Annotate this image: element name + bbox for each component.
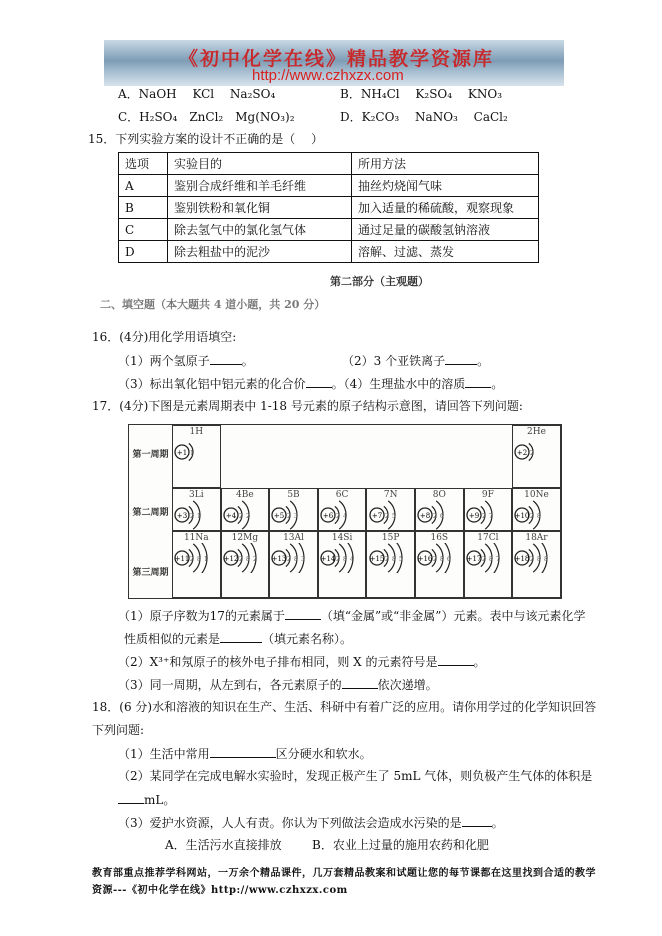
electron-count: 6: [447, 556, 452, 563]
nuclear-charge: +8: [420, 512, 431, 520]
element-cell: [512, 531, 561, 598]
electron-count: 2: [481, 513, 486, 520]
element-label: 2He: [527, 427, 546, 437]
nuclear-charge: +4: [225, 512, 237, 520]
site-banner: [104, 40, 564, 86]
electron-count: 2: [433, 513, 438, 520]
element-cell: [464, 531, 513, 598]
q17-p1-text: （1）原子序数为17的元素属于: [118, 609, 285, 623]
atom-structure-diagram: [270, 543, 316, 573]
period: 。: [491, 377, 504, 391]
q17-stem: 17．(4分)下图是元素周期表中 1-18 号元素的原子结构示意图，请回答下列问题:: [92, 399, 523, 413]
q18-stem-line1: 18．(6 分)水和溶液的知识在生产、生活、科研中有着广泛的应用。请你用学过的化学知识回答: [92, 700, 597, 714]
electron-count: 2: [245, 513, 250, 520]
q18-part2: （2）某同学在完成电解水实验时，发现正极产生了 5mL 气体，则负极产生气体的体积是: [118, 769, 593, 783]
electron-count: 8: [440, 556, 445, 563]
element-cell: [221, 488, 270, 531]
q14-option-c: C．H₂SO₄ ZnCl₂ Mg(NO₃)₂: [118, 110, 295, 124]
period-label: 第二周期: [132, 508, 169, 518]
electron-count: 1: [197, 513, 202, 520]
table-row: [119, 241, 539, 263]
electron-count: 2: [481, 556, 486, 563]
atom-structure-diagram: [513, 543, 559, 573]
atom-structure-diagram: [173, 500, 219, 530]
q16-p1-text: （1）两个氢原子: [118, 354, 210, 368]
electron-count: 8: [343, 556, 347, 563]
electron-count: 2: [238, 513, 243, 520]
atom-structure-diagram: [222, 500, 268, 530]
electron-count: 2: [530, 513, 535, 520]
nuclear-charge: +6: [322, 512, 334, 520]
element-label: 14Si: [331, 533, 353, 543]
electron-count: 1: [204, 556, 209, 563]
header-cell: 所用方法: [352, 153, 539, 175]
footer-line2: 资源---《初中化学在线》http://www.czhxzx.com: [92, 885, 348, 896]
answer-blank[interactable]: [462, 814, 492, 827]
q18-p1-text: （1）生活中常用: [118, 747, 210, 761]
electron-count: 2: [530, 556, 535, 563]
atom-structure-diagram: [368, 500, 414, 530]
element-cell: [269, 488, 318, 531]
q14-option-b: B．NH₄Cl K₂SO₄ KNO₃: [340, 87, 503, 101]
electron-count: 3: [294, 513, 299, 520]
q16-part3-4: [118, 375, 503, 392]
period: 。: [473, 655, 486, 669]
element-cell: [172, 531, 221, 598]
q15-stem: 15．下列实验方案的设计不正确的是（ ）: [88, 132, 324, 146]
electron-count: 8: [537, 556, 542, 563]
cell: 通过足量的碳酸氢钠溶液: [352, 219, 539, 241]
period: 。: [241, 354, 254, 368]
period-label: 第一周期: [132, 450, 169, 460]
nuclear-charge: +13: [272, 555, 287, 563]
electron-count: 7: [488, 513, 493, 520]
electron-count: 2: [238, 556, 243, 563]
atom-structure-diagram: [173, 543, 219, 573]
electron-count: 6: [440, 513, 445, 520]
table-row: [119, 219, 539, 241]
q18-p2-unit: mL。: [144, 793, 176, 807]
electron-count: 2: [190, 556, 195, 563]
element-cell: [318, 488, 367, 531]
cell: 抽丝灼烧闻气味: [352, 175, 539, 197]
q18-option-a: A．生活污水直接排放: [165, 838, 282, 852]
atom-structure-diagram: [465, 500, 511, 530]
answer-blank[interactable]: [210, 745, 276, 758]
element-label: 16S: [430, 533, 449, 543]
element-cell: [415, 488, 464, 531]
element-label: 15P: [381, 533, 400, 543]
element-label: 4Be: [236, 490, 254, 500]
q17-p1-text2: （填“金属”或“非金属”）元素。表中与该元素化学: [320, 609, 586, 623]
atom-structure-diagram: [465, 543, 511, 573]
nuclear-charge: +18: [515, 555, 530, 563]
electron-count: 2: [530, 450, 535, 457]
cell: 加入适量的稀硫酸，观察现象: [352, 197, 539, 219]
nuclear-charge: +3: [177, 512, 188, 520]
element-label: 13Al: [283, 533, 304, 543]
electron-count: 2: [384, 556, 389, 563]
cell: 除去氢气中的氯化氢气体: [168, 219, 352, 241]
element-cell: [366, 488, 415, 531]
q16-p4-text: （4）生理盐水中的溶质: [343, 377, 466, 391]
electron-count: 4: [343, 513, 347, 520]
q16-stem: 16．(4分)用化学用语填空:: [92, 330, 237, 344]
electron-count: 2: [190, 513, 195, 520]
element-label: 18Ar: [525, 533, 548, 543]
element-label: 1H: [189, 427, 204, 437]
answer-blank[interactable]: [306, 375, 332, 388]
q17-p3-text2: 依次递增。: [377, 678, 438, 692]
element-cell: [512, 488, 561, 531]
q14-option-d: D．K₂CO₃ NaNO₃ CaCl₂: [340, 110, 508, 124]
cell: 鉴别铁粉和氧化铜: [168, 197, 352, 219]
electron-count: 2: [433, 556, 438, 563]
nuclear-charge: +14: [320, 555, 336, 563]
atom-structure-diagram: [513, 500, 559, 530]
section-title: 二、填空题（本大题共 4 道小题，共 20 分）: [100, 298, 326, 311]
q18-part3: [118, 814, 504, 831]
periodic-table-figure: [128, 424, 562, 599]
atom-structure-diagram: [270, 500, 316, 530]
q17-p3-text: （3）同一周期，从左到右，各元素原子的: [118, 678, 342, 692]
q18-part1: [118, 745, 372, 762]
nuclear-charge: +16: [417, 555, 433, 563]
element-cell: [172, 488, 221, 531]
atom-structure-diagram: [416, 543, 462, 573]
electron-count: 1: [190, 450, 195, 457]
atom-structure-diagram: [416, 500, 462, 530]
q16-part1: [118, 352, 254, 369]
electron-count: 8: [537, 513, 542, 520]
atom-structure-diagram: [222, 543, 268, 573]
element-label: 10Ne: [524, 490, 549, 500]
cell: 除去粗盐中的泥沙: [168, 241, 352, 263]
cell: 溶解、过滤、蒸发: [352, 241, 539, 263]
element-cell: [269, 531, 318, 598]
electron-count: 2: [287, 513, 292, 520]
nuclear-charge: +5: [274, 512, 285, 520]
atom-structure-diagram: [368, 543, 414, 573]
electron-count: 2: [384, 513, 389, 520]
nuclear-charge: +9: [468, 512, 480, 520]
table-header-row: [119, 153, 539, 175]
electron-count: 2: [287, 556, 292, 563]
period: 。: [491, 816, 504, 830]
part2-title: 第二部分（主观题）: [330, 275, 429, 288]
q14-option-a: A．NaOH KCl Na₂SO₄: [118, 87, 276, 101]
atom-structure-diagram: [173, 437, 219, 467]
element-label: 6C: [335, 490, 349, 500]
electron-count: 4: [350, 556, 354, 563]
answer-blank[interactable]: [438, 653, 474, 666]
q18-option-b: B．农业上过量的施用农药和化肥: [312, 838, 489, 852]
element-label: 5B: [287, 490, 300, 500]
q16-p3-text: （3）标出氧化铝中铝元素的化合价: [118, 377, 306, 391]
element-cell: [221, 531, 270, 598]
element-label: 7N: [383, 490, 398, 500]
q17-p1-text4: （填元素名称）。: [262, 632, 353, 646]
q17-part1-line2: [124, 630, 352, 647]
q18-part2-cont: [118, 791, 175, 808]
cell: 鉴别合成纤维和羊毛纤维: [168, 175, 352, 197]
atom-structure-diagram: [319, 500, 365, 530]
answer-blank[interactable]: [465, 375, 491, 388]
element-cell: [366, 531, 415, 598]
answer-blank[interactable]: [220, 630, 262, 643]
answer-blank[interactable]: [342, 676, 378, 689]
element-label: 11Na: [183, 533, 209, 543]
cell: B: [119, 197, 168, 219]
nuclear-charge: +15: [369, 555, 385, 563]
atom-structure-diagram: [319, 543, 365, 573]
element-cell: [512, 425, 561, 488]
header-cell: 实验目的: [168, 153, 352, 175]
electron-count: 8: [488, 556, 493, 563]
electron-count: 7: [495, 556, 500, 563]
cell: C: [119, 219, 168, 241]
electron-count: 2: [252, 556, 257, 563]
cell: A: [119, 175, 168, 197]
answer-blank[interactable]: [445, 352, 477, 365]
nuclear-charge: +11: [174, 555, 190, 563]
q18-p1-text2: 区分硬水和软水。: [275, 747, 372, 761]
element-cell: [172, 425, 221, 488]
electron-count: 2: [336, 513, 340, 520]
element-label: 8O: [432, 490, 446, 500]
q15-table: [118, 152, 539, 263]
table-row: [119, 175, 539, 197]
atom-structure-diagram: [513, 437, 559, 467]
electron-count: 8: [391, 556, 396, 563]
nuclear-charge: +1: [177, 449, 188, 457]
electron-count: 8: [294, 556, 299, 563]
q17-p2-text: （2）X³⁺和氖原子的核外电子排布相同，则 X 的元素符号是: [118, 655, 438, 669]
banner-url[interactable]: http://www.czhxzx.com: [252, 67, 404, 84]
q18-p3-text: （3）爱护水资源，人人有责。你认为下列做法会造成水污染的是: [118, 816, 462, 830]
electron-count: 2: [336, 556, 340, 563]
element-cell: [464, 488, 513, 531]
element-label: 12Mg: [231, 533, 259, 543]
header-cell: 选项: [119, 153, 168, 175]
footer-line1: 教育部重点推荐学科网站，一万余个精品课件，几万套精品教案和试题让您的每节课都在这里找到合适的教学: [92, 868, 596, 879]
electron-count: 8: [245, 556, 250, 563]
period: 。: [331, 377, 344, 391]
banner-title: 《初中化学在线》精品教学资源库: [179, 48, 495, 70]
q17-part3: [118, 676, 438, 693]
answer-blank[interactable]: [118, 791, 144, 804]
q17-part1-line1: [118, 607, 585, 624]
element-cell: [318, 531, 367, 598]
q18-stem-line2: 下列问题:: [92, 723, 145, 737]
q16-p2-text: （2）3 个亚铁离子: [342, 354, 446, 368]
nuclear-charge: +17: [466, 555, 482, 563]
electron-count: 8: [544, 556, 549, 563]
q17-p1-text3: 性质相似的元素是: [124, 632, 221, 646]
nuclear-charge: +12: [223, 555, 239, 563]
q16-part2: [342, 352, 489, 369]
cell: D: [119, 241, 168, 263]
electron-count: 5: [398, 556, 403, 563]
element-label: 9F: [481, 490, 494, 500]
element-cell: [415, 531, 464, 598]
element-label: 3Li: [189, 490, 204, 500]
period: 。: [477, 354, 490, 368]
electron-count: 5: [391, 513, 396, 520]
q17-part2: [118, 653, 486, 670]
nuclear-charge: +7: [371, 512, 382, 520]
answer-blank[interactable]: [210, 352, 242, 365]
nuclear-charge: +10: [515, 512, 530, 520]
electron-count: 8: [197, 556, 202, 563]
answer-blank[interactable]: [285, 607, 321, 620]
nuclear-charge: +2: [517, 449, 528, 457]
electron-count: 3: [301, 556, 306, 563]
element-label: 17Cl: [477, 533, 499, 543]
period-label: 第三周期: [132, 568, 169, 578]
table-row: [119, 197, 539, 219]
